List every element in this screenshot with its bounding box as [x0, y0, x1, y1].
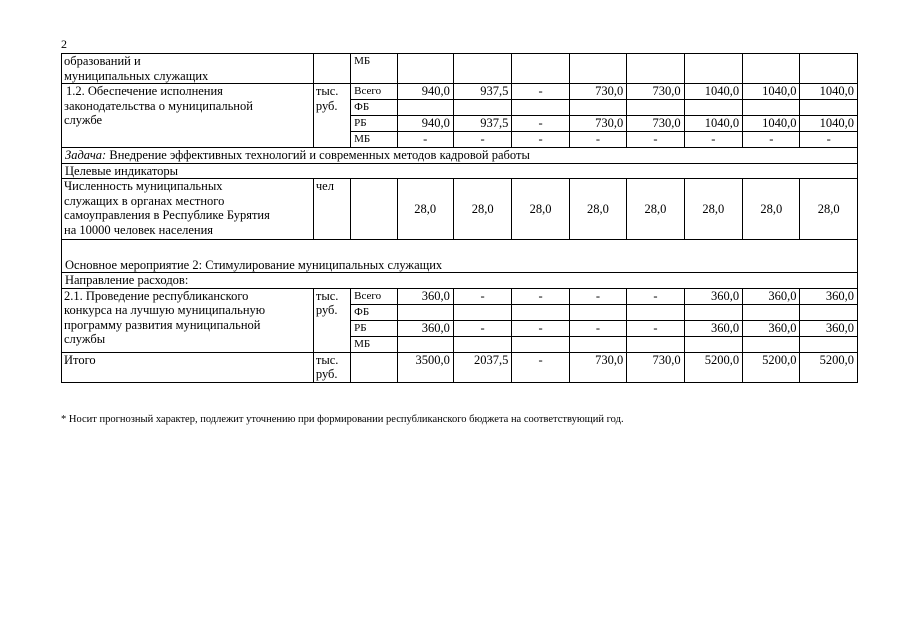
page-number: 2 — [61, 37, 67, 51]
value-cell — [800, 100, 858, 116]
value-cell: - — [512, 84, 569, 100]
value-cell: 28,0 — [743, 179, 800, 240]
value-cell: - — [800, 132, 858, 148]
value-cell: - — [397, 132, 453, 148]
value-cell — [397, 304, 453, 320]
value-cell — [569, 304, 626, 320]
value-cell: 730,0 — [569, 116, 626, 132]
value-cell: 1040,0 — [800, 84, 858, 100]
value-cell: 1040,0 — [743, 116, 800, 132]
source-cell — [351, 179, 397, 240]
value-cell: 28,0 — [453, 179, 511, 240]
budget-table — [61, 53, 858, 383]
value-cell: - — [512, 320, 569, 336]
value-cell: 28,0 — [627, 179, 684, 240]
table-row — [62, 273, 858, 289]
table-row — [62, 163, 858, 179]
value-cell — [743, 100, 800, 116]
value-cell: 28,0 — [800, 179, 858, 240]
value-cell — [512, 54, 569, 84]
value-cell — [512, 304, 569, 320]
label-line: на 10000 человек населения — [64, 222, 214, 237]
value-cell: - — [453, 132, 511, 148]
source-cell — [351, 352, 397, 382]
value-cell — [627, 54, 684, 84]
unit-line: тыс. — [315, 288, 339, 303]
row-label — [62, 288, 314, 352]
source-cell: РБ — [351, 320, 397, 336]
value-cell — [512, 336, 569, 352]
label-line: службы — [64, 332, 106, 346]
unit-line: руб. — [315, 367, 338, 381]
task-text: Внедрение эффективных технологий и современных методов кадровой работы — [106, 148, 530, 162]
value-cell: - — [569, 320, 626, 336]
target-indicators-heading: Целевые индикаторы — [62, 163, 858, 179]
value-cell: - — [453, 320, 511, 336]
main-event-heading: Основное мероприятие 2: Стимулирование муниципальных служащих — [62, 240, 858, 273]
value-cell: 937,5 — [453, 116, 511, 132]
value-cell: 730,0 — [569, 84, 626, 100]
source-cell: Всего — [351, 84, 397, 100]
value-cell: 2037,5 — [453, 352, 511, 382]
total-label: Итого — [62, 352, 314, 382]
value-cell: 1040,0 — [800, 116, 858, 132]
value-cell: 28,0 — [397, 179, 453, 240]
value-cell — [684, 54, 742, 84]
task-row — [62, 148, 858, 164]
table-row — [62, 288, 858, 304]
value-cell: 937,5 — [453, 84, 511, 100]
value-cell — [627, 304, 684, 320]
value-cell — [453, 304, 511, 320]
value-cell: 360,0 — [743, 288, 800, 304]
value-cell: - — [512, 352, 569, 382]
source-cell: РБ — [351, 116, 397, 132]
value-cell — [684, 304, 742, 320]
value-cell — [743, 304, 800, 320]
value-cell: 360,0 — [684, 288, 742, 304]
value-cell: 360,0 — [743, 320, 800, 336]
label-line: Численность муниципальных — [64, 179, 223, 193]
value-cell: - — [512, 116, 569, 132]
value-cell — [397, 100, 453, 116]
value-cell: 730,0 — [627, 84, 684, 100]
value-cell — [569, 54, 626, 84]
value-cell — [627, 100, 684, 116]
label-line: программу развития муниципальной — [64, 317, 261, 332]
task-prefix: Задача: — [65, 148, 107, 162]
value-cell — [743, 336, 800, 352]
value-cell: - — [627, 132, 684, 148]
label-line: служащих в органах местного — [64, 193, 225, 208]
row-label — [62, 84, 314, 148]
value-cell: 940,0 — [397, 84, 453, 100]
value-cell: 5200,0 — [743, 352, 800, 382]
value-cell: 730,0 — [627, 116, 684, 132]
label-line: конкурса на лучшую муниципальную — [64, 303, 266, 317]
value-cell: 28,0 — [569, 179, 626, 240]
label-line: образований и — [64, 54, 141, 68]
value-cell: - — [512, 132, 569, 148]
value-cell — [512, 100, 569, 116]
table-row — [62, 240, 858, 273]
expense-direction-heading: Направление расходов: — [62, 273, 858, 289]
value-cell: 5200,0 — [800, 352, 858, 382]
value-cell — [397, 54, 453, 84]
unit-cell — [313, 54, 350, 84]
value-cell: 1040,0 — [684, 84, 742, 100]
label-line: законодательства о муниципальной — [64, 98, 253, 113]
label-line: 1.2. Обеспечение исполнения — [66, 84, 223, 98]
source-cell: МБ — [351, 132, 397, 148]
value-cell: 28,0 — [512, 179, 569, 240]
value-cell: 360,0 — [800, 320, 858, 336]
value-cell — [684, 100, 742, 116]
source-cell: ФБ — [351, 100, 397, 116]
value-cell — [453, 54, 511, 84]
value-cell: 730,0 — [627, 352, 684, 382]
label-line: муниципальных служащих — [64, 68, 209, 83]
value-cell — [800, 304, 858, 320]
value-cell: 940,0 — [397, 116, 453, 132]
value-cell — [743, 54, 800, 84]
value-cell: - — [627, 320, 684, 336]
source-cell: Всего — [351, 288, 397, 304]
unit-cell — [313, 84, 350, 148]
table-row — [62, 84, 858, 100]
value-cell: - — [627, 288, 684, 304]
unit-line: руб. — [315, 303, 338, 317]
value-cell: 1040,0 — [684, 116, 742, 132]
value-cell: - — [569, 132, 626, 148]
unit-cell — [313, 352, 350, 382]
source-cell: МБ — [351, 336, 397, 352]
unit-cell — [313, 288, 350, 352]
table-row — [62, 179, 858, 240]
value-cell: 360,0 — [800, 288, 858, 304]
value-cell: 5200,0 — [684, 352, 742, 382]
value-cell — [453, 100, 511, 116]
value-cell: - — [684, 132, 742, 148]
unit-line: руб. — [315, 98, 338, 113]
value-cell: 1040,0 — [743, 84, 800, 100]
row-label — [62, 54, 314, 84]
value-cell: - — [453, 288, 511, 304]
value-cell — [800, 336, 858, 352]
value-cell: 3500,0 — [397, 352, 453, 382]
table-row — [62, 148, 858, 164]
value-cell — [627, 336, 684, 352]
table-row — [62, 352, 858, 382]
label-line: 2.1. Проведение республиканского — [64, 288, 249, 303]
value-cell: - — [512, 288, 569, 304]
value-cell — [569, 336, 626, 352]
value-cell: 28,0 — [684, 179, 742, 240]
value-cell — [453, 336, 511, 352]
unit-line: тыс. — [315, 84, 339, 98]
source-cell: МБ — [351, 54, 397, 84]
label-line: службе — [64, 113, 103, 127]
value-cell: 360,0 — [397, 288, 453, 304]
value-cell: 730,0 — [569, 352, 626, 382]
value-cell: - — [743, 132, 800, 148]
label-line: самоуправления в Республике Бурятия — [64, 208, 270, 222]
value-cell — [569, 100, 626, 116]
value-cell — [800, 54, 858, 84]
value-cell: 360,0 — [684, 320, 742, 336]
source-cell: ФБ — [351, 304, 397, 320]
table-row — [62, 54, 858, 84]
value-cell: 360,0 — [397, 320, 453, 336]
value-cell — [684, 336, 742, 352]
unit-cell: чел — [313, 179, 350, 240]
row-label — [62, 179, 314, 240]
value-cell: - — [569, 288, 626, 304]
value-cell — [397, 336, 453, 352]
unit-line: тыс. — [315, 352, 339, 367]
footnote: * Носит прогнозный характер, подлежит уточнению при формировании республиканского бюджета на соответствующий год. — [61, 414, 624, 425]
